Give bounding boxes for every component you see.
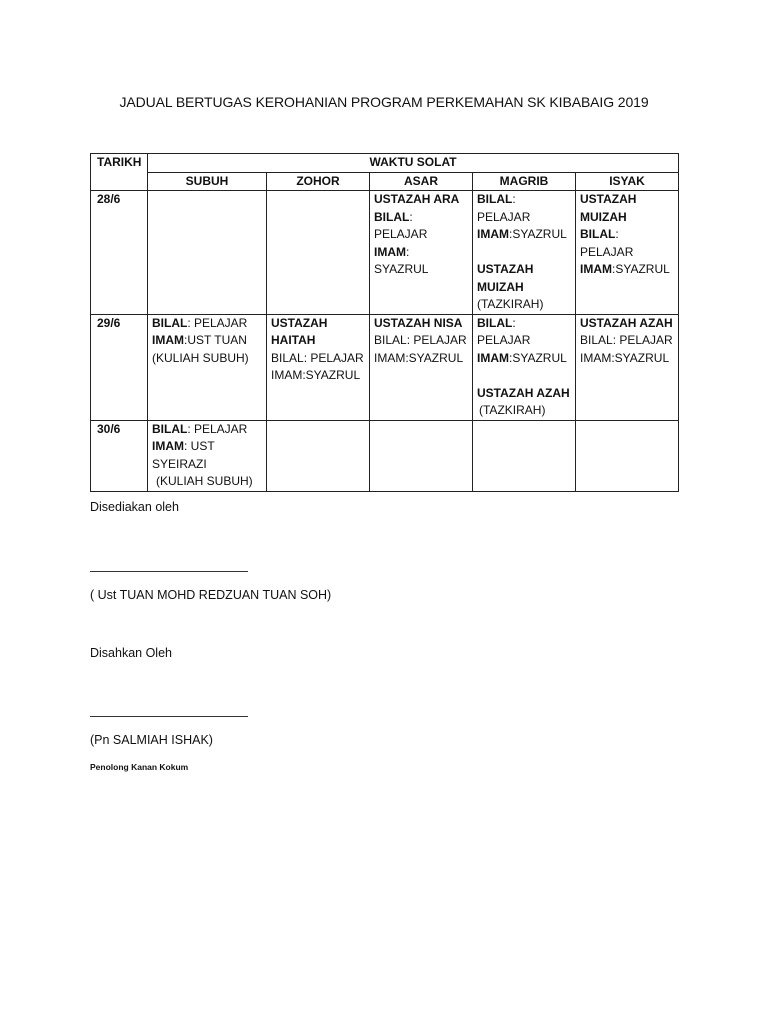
bilal-label: BILAL <box>477 192 513 206</box>
bilal-label: BILAL <box>477 315 513 330</box>
date-cell: 29/6 <box>91 314 148 420</box>
imam-line: IMAM:SYAZRUL <box>580 350 670 365</box>
prepared-by-label: Disediakan oleh <box>90 500 179 514</box>
bilal-line: BILAL: PELAJAR <box>580 333 673 347</box>
cell-magrib <box>473 314 576 420</box>
imam-value: :SYAZRUL <box>509 227 567 241</box>
imam-value: :UST TUAN <box>184 333 247 347</box>
bilal-label: BILAL <box>152 421 188 436</box>
imam-value: :SYAZRUL <box>612 262 670 276</box>
date-cell: 28/6 <box>91 191 148 315</box>
bilal-line: BILAL: PELAJAR <box>374 333 467 347</box>
imam-label: IMAM <box>477 227 509 241</box>
bilal-line: BILAL: PELAJAR <box>271 350 364 365</box>
table-header-row <box>91 154 679 173</box>
imam-value: :SYAZRUL <box>509 350 567 365</box>
bilal-line <box>152 315 262 333</box>
table-row <box>91 191 679 315</box>
ustazah-name: USTAZAH AZAH <box>477 385 570 400</box>
bilal-value: : PELAJAR <box>580 227 634 259</box>
cell-zohor <box>267 420 370 491</box>
cell-asar <box>370 191 473 315</box>
cell-subuh <box>148 314 267 420</box>
imam-name: SYAZRUL <box>374 262 429 276</box>
ustazah-name: USTAZAH HAITAH <box>271 315 328 347</box>
session-note: (KULIAH SUBUH) <box>156 474 253 488</box>
imam-label: IMAM <box>477 350 509 365</box>
cell-magrib <box>473 191 576 315</box>
table-subheader-row <box>91 172 679 191</box>
approved-by-label: Disahkan Oleh <box>90 646 172 660</box>
document-title: JADUAL BERTUGAS KEROHANIAN PROGRAM PERKEMAHAN SK KIBABAIG 2019 <box>119 94 649 110</box>
imam-label: IMAM <box>152 439 184 453</box>
session-note: (TAZKIRAH) <box>477 297 544 311</box>
cell-zohor <box>267 191 370 315</box>
imam-label: IMAM <box>152 333 184 347</box>
column-header-magrib: MAGRIB <box>473 172 576 191</box>
imam-value: : <box>406 244 410 259</box>
column-header-zohor: ZOHOR <box>267 172 370 191</box>
imam-line <box>374 244 468 262</box>
ustazah-name: USTAZAH AZAH <box>580 315 673 330</box>
approved-by-title: Penolong Kanan Kokum <box>90 762 189 772</box>
imam-line <box>477 350 571 368</box>
imam-label: IMAM <box>580 262 612 276</box>
session-note: (TAZKIRAH) <box>479 403 546 417</box>
imam-value: : UST <box>184 439 215 453</box>
bilal-line <box>374 209 468 244</box>
session-note: (KULIAH SUBUH) <box>152 350 249 365</box>
approved-by-name: (Pn SALMIAH ISHAK) <box>90 733 213 747</box>
duty-schedule-table <box>90 153 679 492</box>
bilal-line <box>477 315 571 350</box>
cell-isyak <box>576 420 679 491</box>
prepared-by-name: ( Ust TUAN MOHD REDZUAN TUAN SOH) <box>90 588 332 602</box>
table-row <box>91 420 679 491</box>
ustazah-name: USTAZAH NISA <box>374 315 463 330</box>
imam-line <box>477 226 571 244</box>
date-cell: 30/6 <box>91 420 148 491</box>
bilal-value: : PELAJAR <box>187 421 248 436</box>
prepared-by-signature-line <box>90 571 248 572</box>
cell-isyak <box>576 314 679 420</box>
cell-zohor <box>267 314 370 420</box>
cell-asar <box>370 420 473 491</box>
bilal-line <box>580 226 674 261</box>
bilal-line <box>152 421 262 439</box>
cell-isyak <box>576 191 679 315</box>
cell-asar <box>370 314 473 420</box>
imam-label: IMAM <box>374 244 406 259</box>
bilal-value: : PELAJAR <box>477 315 531 347</box>
column-header-isyak: ISYAK <box>576 172 679 191</box>
imam-line <box>152 332 262 350</box>
bilal-label: BILAL <box>152 315 188 330</box>
cell-subuh <box>148 191 267 315</box>
imam-line: IMAM:SYAZRUL <box>271 368 361 382</box>
ustazah-name: USTAZAH MUIZAH <box>580 192 637 224</box>
imam-line <box>152 438 262 456</box>
bilal-value: : PELAJAR <box>477 192 531 224</box>
approved-by-signature-line <box>90 716 248 717</box>
prayer-times-header: WAKTU SOLAT <box>148 154 679 173</box>
column-header-asar: ASAR <box>370 172 473 191</box>
cell-magrib <box>473 420 576 491</box>
bilal-label: BILAL <box>374 209 410 224</box>
column-header-subuh: SUBUH <box>148 172 267 191</box>
bilal-label: BILAL <box>580 227 616 241</box>
bilal-value: : PELAJAR <box>374 209 428 241</box>
imam-name: SYEIRAZI <box>152 456 207 471</box>
imam-line: IMAM:SYAZRUL <box>374 350 464 365</box>
ustazah-name: USTAZAH MUIZAH <box>477 262 534 294</box>
bilal-value: : PELAJAR <box>187 315 248 330</box>
table-row <box>91 314 679 420</box>
cell-subuh <box>148 420 267 491</box>
ustazah-name: USTAZAH ARA <box>374 192 460 206</box>
bilal-line <box>477 191 571 226</box>
date-header: TARIKH <box>91 154 148 191</box>
imam-line <box>580 261 674 279</box>
